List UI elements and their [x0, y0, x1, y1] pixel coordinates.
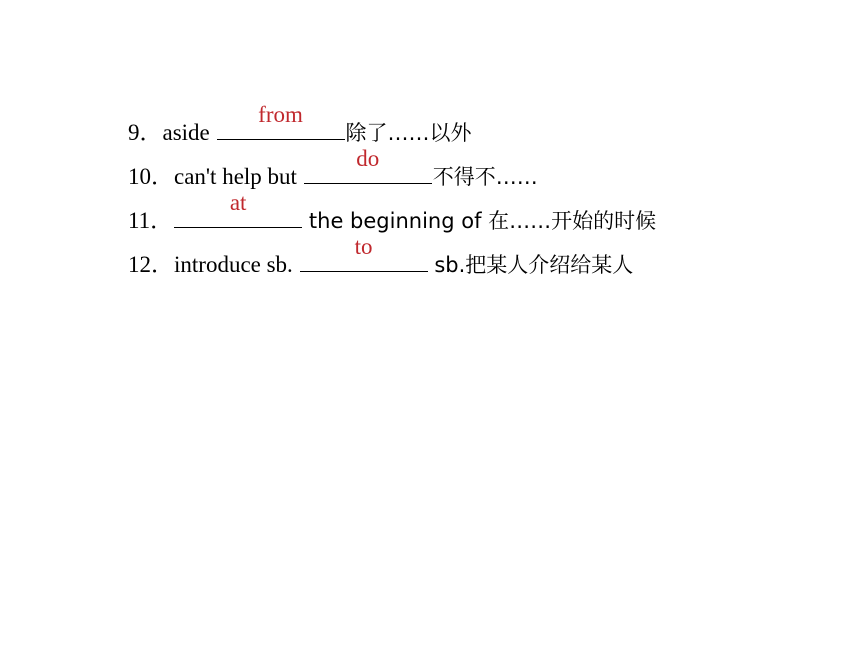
answer-text: from [258, 102, 303, 127]
exercise-item-12 [128, 234, 634, 277]
item-number: 12． [128, 252, 174, 277]
item-prompt: aside [162, 120, 210, 145]
item-meaning: 除了……以外 [345, 121, 472, 145]
answer-text: at [229, 190, 247, 215]
answer-blank[interactable] [300, 234, 428, 272]
item-number: 10． [128, 164, 174, 189]
item-prompt: introduce sb. [174, 252, 293, 277]
exercise-item-11 [128, 190, 657, 233]
item-meaning: 不得不…… [432, 165, 538, 189]
exercise-item-10 [128, 146, 538, 189]
answer-blank[interactable] [304, 146, 432, 184]
item-meaning: the beginning of 在……开始的时候 [308, 209, 657, 233]
item-number: 9． [128, 120, 163, 145]
answer-blank[interactable] [217, 102, 345, 140]
item-number: 11． [128, 208, 174, 233]
exercise-item-9 [128, 102, 472, 145]
answer-blank[interactable] [174, 190, 302, 228]
item-prompt: can't help but [174, 164, 297, 189]
answer-text: to [354, 234, 373, 259]
item-meaning: sb.把某人介绍给某人 [434, 253, 634, 277]
answer-text: do [356, 146, 380, 171]
